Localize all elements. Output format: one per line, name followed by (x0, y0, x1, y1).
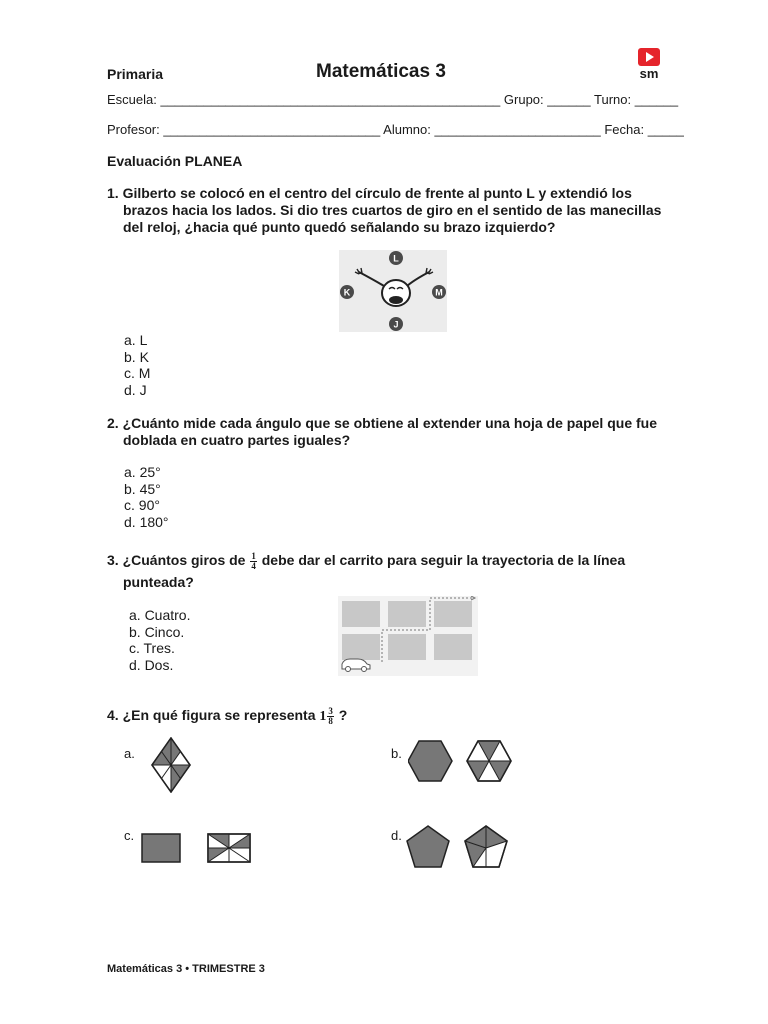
section-title: Evaluación PLANEA (107, 153, 243, 169)
play-icon (638, 48, 660, 66)
q1-option-a[interactable]: a. L (124, 332, 148, 348)
q4-figure-a (150, 737, 192, 793)
point-m-label: M (435, 287, 443, 298)
footer: Matemáticas 3 • TRIMESTRE 3 (107, 963, 265, 975)
q3-text-before: 3. ¿Cuántos giros de (107, 552, 246, 568)
question-1: 1. Gilberto se colocó en el centro del círculo de frente al punto L y extendió los brazos hacia los lados. Si dio tres cuartos de giro en el sentido de las manecillas del reloj, ¿hacia qué punto quedó señalando su brazo izquierdo? (107, 185, 662, 235)
q4-text-before: 4. ¿En qué figura se representa (107, 707, 316, 723)
q4-text-after: ? (338, 707, 348, 723)
profesor-line: Profesor: ______________________________ Alumno: _______________________ Fecha: _____ (107, 122, 684, 137)
page-title: Matemáticas 3 (316, 61, 446, 82)
question-2: 2. ¿Cuánto mide cada ángulo que se obtiene al extender una hoja de papel que fue doblada en cuatro partes iguales? (107, 415, 657, 448)
q3-text-line2: punteada? (123, 574, 194, 590)
logo-text: sm (639, 66, 659, 81)
q3-option-b[interactable]: b. Cinco. (129, 623, 185, 640)
q4-option-c[interactable]: c. (124, 828, 135, 843)
q4-option-a[interactable]: a. (124, 746, 135, 761)
q3-frac-num: 1 (251, 550, 256, 561)
q3-option-a[interactable]: a. Cuatro. (129, 607, 191, 623)
q2-option-b[interactable]: b. 45° (124, 480, 161, 497)
q4-option-d[interactable]: d. (391, 828, 402, 843)
q2-option-a[interactable]: a. 25° (124, 464, 161, 480)
q3-frac-den: 4 (251, 560, 256, 571)
q2-options (124, 464, 169, 530)
point-l-label: L (393, 253, 399, 264)
q4-frac-den: 8 (328, 715, 333, 726)
q2-option-c[interactable]: c. 90° (124, 497, 160, 513)
q4-whole: 1 (319, 709, 327, 724)
question-4 (107, 704, 347, 728)
q3-option-c[interactable]: c. Tres. (129, 640, 175, 656)
q2-option-d[interactable]: d. 180° (124, 513, 169, 530)
q4-figure-c (141, 832, 253, 864)
q4-figure-d (406, 824, 510, 870)
q3-option-d[interactable]: d. Dos. (129, 656, 174, 673)
q4-option-b[interactable]: b. (391, 746, 402, 761)
q3-options (129, 607, 190, 673)
q3-text-after: debe dar el carrito para seguir la trayectoria de la línea (261, 552, 626, 568)
sm-logo (637, 48, 661, 80)
q4-figure-b (408, 739, 512, 783)
q4-fraction (327, 707, 334, 726)
level-label: Primaria (107, 66, 164, 82)
question-3 (107, 549, 667, 571)
point-k-label: K (343, 287, 351, 298)
q1-options (124, 332, 150, 398)
turn-figure (339, 250, 447, 332)
path-figure (338, 596, 478, 676)
q4-frac-num: 3 (328, 705, 333, 716)
q1-option-b[interactable]: b. K (124, 348, 149, 365)
point-j-label: J (393, 319, 399, 330)
q1-option-c[interactable]: c. M (124, 365, 151, 381)
q1-option-d[interactable]: d. J (124, 381, 147, 398)
escuela-line: Escuela: _______________________________________________ Grupo: ______ Turno: ______ (107, 92, 679, 107)
q3-fraction (250, 552, 257, 571)
